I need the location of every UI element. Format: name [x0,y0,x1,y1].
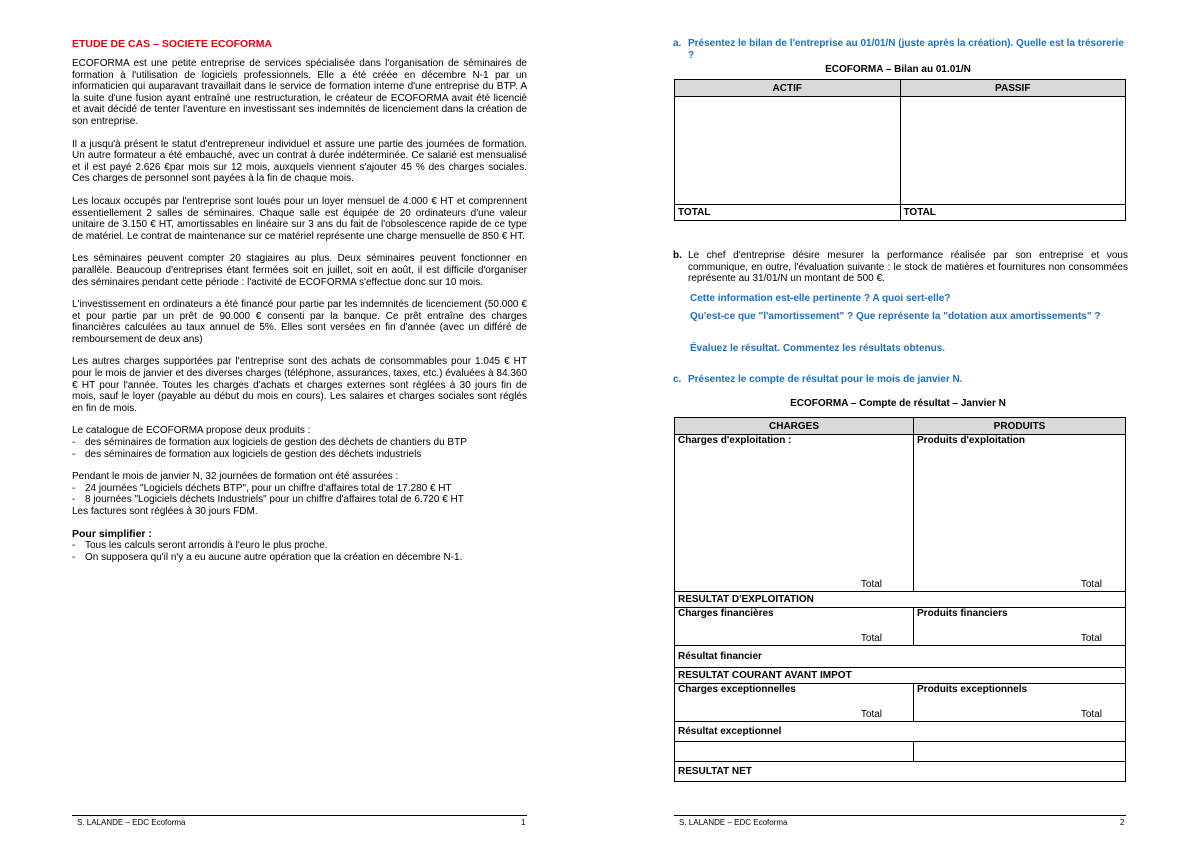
cr-charges-financieres-label: Charges financières [678,608,774,619]
paragraph-seminars: Les séminaires peuvent compter 20 stagiaires au plus. Deux séminaires peuvent fonctionner en parallèle. Beaucoup d'entreprises étant fermées soit en juillet, soit en août, il est difficile d'organiser des séminaires pendant cette période : l'activité de ECOFORMA s'effectue donc sur 10 mois. [72,253,527,288]
question-a-label: a. [673,38,682,49]
cr-header-charges: CHARGES [675,418,914,435]
list-item: - Tous les calculs seront arrondis à l'euro le plus proche. [72,540,328,552]
question-b-sub-3: Évaluez le résultat. Commentez les résultats obtenus. [690,343,946,354]
cr-resultat-courant: RESULTAT COURANT AVANT IMPOT [675,668,1126,684]
paragraph-company: ECOFORMA est une petite entreprise de services spécialisée dans l'organisation de séminaires de formation à l'utilisation de logiciels professionnels. Elle a été créée en décembre N-1 par un informaticien qui auparavant travaillait dans le service de formation interne d'une entreprise du BTP. A la suite d'une fusion ayant entraîné une restructuration, le créateur de ECOFORMA avait été licencié et avait décidé de tenter l'aventure en investissant ses indemnités de licenciement dans la création de son entreprise. [72,58,527,127]
question-b-sub-2: Qu'est-ce que "l'amortissement" ? Que représente la "dotation aux amortissements" ? [690,311,1101,322]
paragraph-premises: Les locaux occupés par l'entreprise sont loués pour un loyer mensuel de 4.000 € HT et comprennent essentiellement 2 salles de séminaires. Chaque salle est équipée de 20 ordinateurs d'une valeur unitaire de 3.150 € HT, amortissables en linéaire sur 3 ans du fait de l'obsolescence rapide de ce type de matériel. Le contrat de maintenance sur ce matériel représente une charge mensuelle de 850 € HT. [72,195,527,242]
cr-produits-exceptionnels-cell [914,684,1126,722]
footer-page-number: 2 [1120,818,1125,827]
cr-charges-exploitation-label: Charges d'exploitation : [678,435,792,446]
footer-rule [674,815,1126,816]
footer-author: S. LALANDE – EDC Ecoforma [77,818,186,827]
bilan-passif-body [900,97,1126,205]
cr-total-label: Total [860,633,883,644]
list-item: - des séminaires de formation aux logiciels de gestion des déchets de chantiers du BTP [72,437,467,449]
simplify-title: Pour simplifier : [72,527,152,540]
list-item: - 24 journées "Logiciels déchets BTP", pour un chiffre d'affaires total de 17.280 € HT [72,482,452,494]
bilan-actif-body [675,97,901,205]
cr-charges-financieres-cell [675,608,914,646]
paragraph-financing: L'investissement en ordinateurs a été financé pour partie par les indemnités de licenciement (50.000 € et pour partie par un prêt de 90.000 € consenti par la banque. Ce prêt entraîne des charges financières calculées au taux annuel de 5%. Elles sont versées en fin d'année (avec un différé de remboursement de deux ans) [72,299,527,345]
cr-header-produits: PRODUITS [914,418,1126,435]
page-2 [600,0,1200,849]
bilan-total-passif: TOTAL [900,205,1126,221]
cr-total-label: Total [860,579,883,590]
list-item: - 8 journées "Logiciels déchets Industriels" pour un chiffre d'affaires total de 6.720 € HT [72,494,464,506]
cr-charges-exceptionnelles-label: Charges exceptionnelles [678,684,796,695]
cr-resultat-financier: Résultat financier [675,646,1126,668]
cr-produits-financiers-cell [914,608,1126,646]
list-item: - On supposera qu'il n'y a eu aucune autre opération que la création en décembre N-1. [72,551,463,563]
income-statement-title: ECOFORMA – Compte de résultat – Janvier N [790,398,1006,409]
cr-empty-right [914,742,1126,762]
paragraph-staff: Il a jusqu'à présent le statut d'entrepreneur individuel et assure une partie des journées de formation. Un autre formateur a été embauché, avec un contrat à durée indéterminée. Ce salarié est mensualisé et il est payé 2.626 €par mois sur 12 mois, auxquels viennent s'ajouter 45 % des charges sociales. Ces charges de personnel sont payées à la fin de chaque mois. [72,138,527,185]
january-outro: Les factures sont réglées à 30 jours FDM. [72,506,258,517]
bilan-header-actif: ACTIF [675,80,901,97]
question-b-sub-1: Cette information est-elle pertinente ? A quoi sert-elle? [690,293,951,304]
income-statement-table [674,417,1126,782]
cr-resultat-net: RESULTAT NET [675,762,1126,782]
cr-total-label: Total [860,709,883,720]
case-text-block [72,58,527,563]
catalogue-intro: Le catalogue de ECOFORMA propose deux produits : [72,425,311,437]
list-item: - des séminaires de formation aux logiciels de gestion des déchets industriels [72,448,422,460]
january-intro: Pendant le mois de janvier N, 32 journées de formation ont été assurées : [72,471,399,483]
question-c-text: Présentez le compte de résultat pour le mois de janvier N. [688,374,963,385]
question-a-text: Présentez le bilan de l'entreprise au 01/01/N (juste après la création). Quelle est la trésorerie ? [688,38,1124,61]
footer-page-number: 1 [521,818,526,827]
cr-resultat-exploitation: RESULTAT D'EXPLOITATION [675,592,1126,608]
bilan-table [674,79,1126,221]
cr-charges-exceptionnelles-cell [675,684,914,722]
cr-produits-exceptionnels-label: Produits exceptionnels [917,684,1028,695]
bilan-header-passif: PASSIF [900,80,1126,97]
cr-charges-exploitation-cell [675,435,914,592]
question-b-text: Le chef d'entreprise désire mesurer la performance réalisée par son entreprise et vous communique, en outre, l'évaluation suivante : le stock de matières et fournitures non consommées représente au 31/01/N un montant de 500 €. [688,250,1128,285]
footer-rule [72,815,527,816]
cr-resultat-exceptionnel: Résultat exceptionnel [675,722,1126,742]
question-b-label: b. [673,250,682,261]
paragraph-other-charges: Les autres charges supportées par l'entreprise sont des achats de consommables pour 1.045 € HT pour le mois de janvier et des diverses charges (téléphone, assurances, taxes, etc.) évaluées à 84.360 € HT pour l'année. Toutes les charges d'achats et charges externes sont réglées à 30 jours fin de mois, sauf le loyer (payable au début du mois en cours). Les salaires et charges sociales sont réglés en fin de mois. [72,356,527,414]
bilan-title: ECOFORMA – Bilan au 01.01/N [825,64,971,75]
question-c-label: c. [673,374,682,385]
cr-empty-left [675,742,914,762]
case-study-title: ETUDE DE CAS – SOCIETE ECOFORMA [72,38,273,50]
cr-produits-financiers-label: Produits financiers [917,608,1008,619]
cr-total-label: Total [1080,633,1102,644]
bilan-total-actif: TOTAL [675,205,901,221]
cr-produits-exploitation-cell [914,435,1126,592]
cr-total-label: Total [1080,579,1102,590]
cr-total-label: Total [1080,709,1102,720]
footer-author: S. LALANDE – EDC Ecoforma [679,818,788,827]
cr-produits-exploitation-label: Produits d'exploitation [917,435,1025,446]
